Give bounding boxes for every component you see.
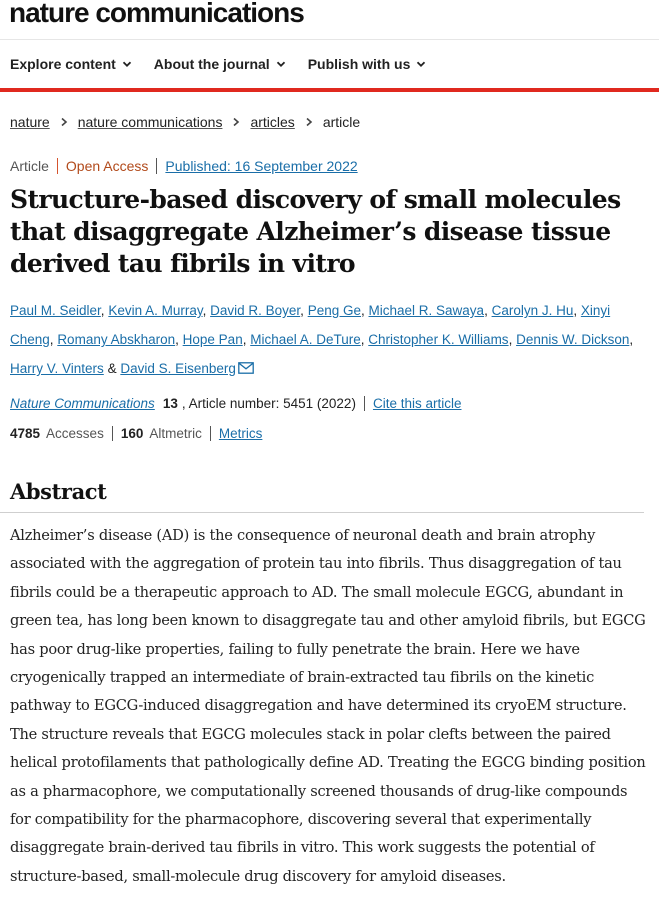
accesses-metric <box>10 426 113 441</box>
author-link[interactable]: Hope Pan <box>182 332 243 347</box>
nav-about-journal[interactable] <box>154 56 286 72</box>
breadcrumb-nature-communications[interactable]: nature communications <box>77 114 223 130</box>
chevron-down-icon <box>122 59 132 69</box>
author-link[interactable]: Romany Abskharon <box>57 332 176 347</box>
mail-icon[interactable] <box>238 362 254 374</box>
article-number: , Article number: 5451 (2022) <box>182 396 365 411</box>
altmetric-label: Altmetric <box>149 425 202 441</box>
accesses-label: Accesses <box>46 425 104 441</box>
article-type: Article <box>10 158 58 174</box>
volume: 13 <box>162 395 178 411</box>
author-link[interactable]: David S. Eisenberg <box>120 361 236 376</box>
breadcrumb <box>0 92 659 152</box>
altmetric-metric <box>121 426 211 441</box>
published-date-link[interactable]: Published: 16 September 2022 <box>165 158 358 174</box>
abstract-text: Alzheimer’s disease (AD) is the consequence of neuronal death and brain atrophy associated with the aggregation of protein tau into fibrils. Thus disaggregation of tau fibrils could be a therapeutic approach to AD. The small molecule EGCG, abundant in green tea, has long been known to disaggregate tau and other amyloid fibrils, but EGCG has poor drug-like properties, failing to fully penetrate the brain. Here we have cryogenically trapped an intermediate of brain-extracted tau fibrils on the kinetic pathway to EGCG-induced disaggregation and have determined its cryoEM structure. The structure reveals that EGCG molecules stack in polar clefts between the paired helical protofilaments that pathologically define AD. Treating the EGCG binding position as a pharmacophore, we computationally screened thousands of drug-like compounds for compatibility for the pharmacophore, discovering several that experimentally disaggregate brain-derived tau fibrils in vitro. This work suggests the potential of structure-based, small-molecule drug discovery for amyloid diseases. <box>10 527 646 885</box>
chevron-right-icon <box>60 117 68 127</box>
article-metrics <box>0 421 659 445</box>
chevron-right-icon <box>305 117 313 127</box>
chevron-down-icon <box>416 59 426 69</box>
open-access-badge: Open Access <box>58 158 158 174</box>
author-link[interactable]: David R. Boyer <box>210 303 301 318</box>
cite-this-article-link[interactable]: Cite this article <box>372 395 462 411</box>
nav-item-label: About the journal <box>153 56 270 72</box>
journal-name-link[interactable]: Nature Communications <box>10 395 155 411</box>
article-title: Structure-based discovery of small molecules that disaggregate Alzheimer’s disease tissue derived tau fibrils in vitro <box>10 185 621 278</box>
author-link[interactable]: Michael A. DeTure <box>250 332 361 347</box>
abstract-heading: Abstract <box>0 479 644 513</box>
nav-item-label: Explore content <box>10 56 116 72</box>
authors-join: & <box>107 361 117 376</box>
author-link[interactable]: Dennis W. Dickson <box>516 332 630 347</box>
journal-logo[interactable]: nature communications <box>9 0 304 28</box>
breadcrumb-nature[interactable]: nature <box>10 114 50 130</box>
nav-explore-content[interactable] <box>10 56 132 72</box>
author-link[interactable]: Peng Ge <box>307 303 361 318</box>
author-link[interactable]: Michael R. Sawaya <box>368 303 485 318</box>
citation-line <box>0 391 659 415</box>
author-link[interactable]: Harry V. Vinters <box>10 361 104 376</box>
author-link[interactable]: Carolyn J. Hu <box>491 303 574 318</box>
metrics-link[interactable]: Metrics <box>218 425 263 441</box>
author-link[interactable]: Paul M. Seidler <box>10 303 101 318</box>
main-nav <box>0 40 659 92</box>
breadcrumb-articles[interactable]: articles <box>250 114 295 130</box>
article-meta <box>0 156 659 176</box>
accesses-value: 4785 <box>10 425 41 441</box>
author-link[interactable]: Kevin A. Murray <box>108 303 203 318</box>
chevron-right-icon <box>232 117 240 127</box>
site-header <box>0 0 659 40</box>
author-link[interactable]: Xinyi Cheng <box>10 303 611 347</box>
nav-publish-with-us[interactable] <box>308 56 427 72</box>
author-link[interactable]: Christopher K. Williams <box>368 332 509 347</box>
breadcrumb-current: article <box>322 114 361 130</box>
author-list: Paul M. Seidler, Kevin A. Murray, David R. Boyer, Peng Ge, Michael R. Sawaya, Carolyn J. Hu, Xinyi Cheng, Romany Abskharon, Hope Pan, Michael A. DeTure, Christopher K. Williams, Dennis W. Dickson, Harry V. Vinters & David S. Eisenberg <box>10 303 634 376</box>
nav-item-label: Publish with us <box>307 56 411 72</box>
altmetric-value: 160 <box>120 425 144 441</box>
chevron-down-icon <box>276 59 286 69</box>
